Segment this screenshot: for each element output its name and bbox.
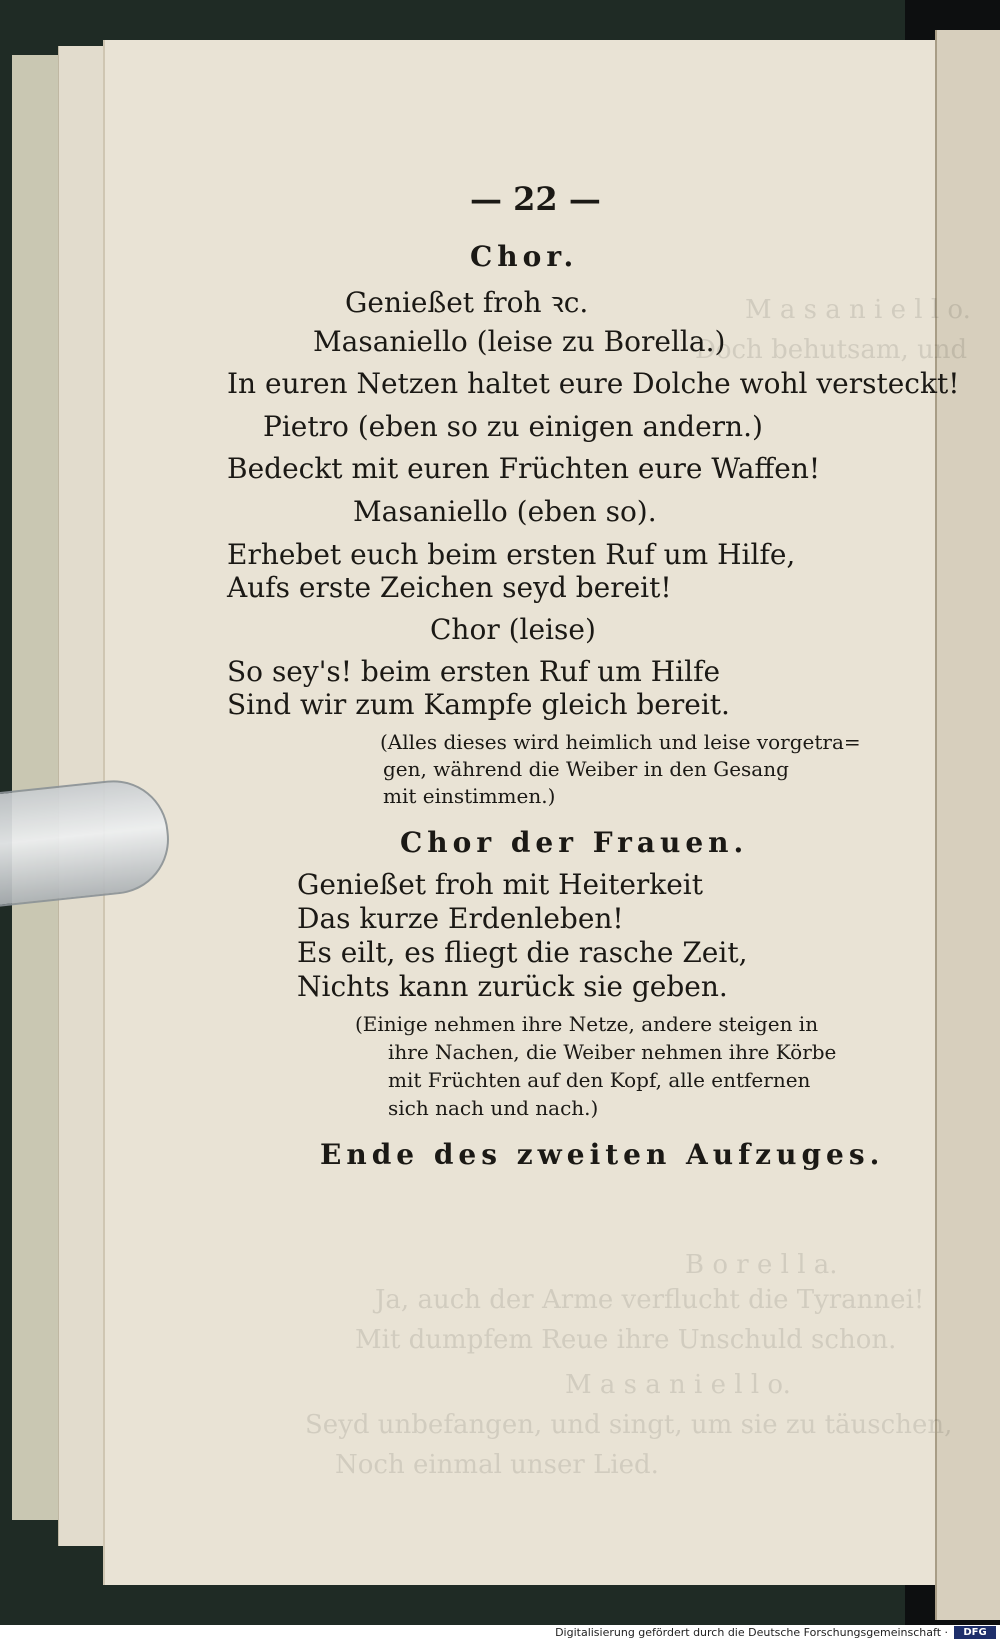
stage-direction: (Einige nehmen ihre Netze, andere steigen in bbox=[355, 1012, 819, 1036]
show-through-text: Mit dumpfem Reue ihre Unschuld schon. bbox=[355, 1325, 897, 1355]
text-line: Nichts kann zurück sie geben. bbox=[297, 970, 728, 1003]
book-page bbox=[105, 40, 971, 1585]
speaker-heading: Chor. bbox=[470, 240, 579, 273]
footer-credit: Digitalisierung gefördert durch die Deutsche Forschungsgemeinschaft · bbox=[555, 1626, 948, 1639]
text-line: In euren Netzen haltet eure Dolche wohl versteckt! bbox=[227, 367, 960, 400]
text-line: So sey's! beim ersten Ruf um Hilfe bbox=[227, 655, 721, 688]
show-through-text: M a s a n i e l l o. bbox=[745, 295, 971, 325]
stage-direction: ihre Nachen, die Weiber nehmen ihre Körbe bbox=[388, 1040, 837, 1064]
show-through-text: Ja, auch der Arme verflucht die Tyrannei! bbox=[375, 1285, 925, 1315]
speaker-line: Pietro (eben so zu einigen andern.) bbox=[263, 410, 763, 443]
speaker-line: Chor (leise) bbox=[430, 613, 596, 646]
text-line: Das kurze Erdenleben! bbox=[297, 902, 624, 935]
text-line: Bedeckt mit euren Früchten eure Waffen! bbox=[227, 452, 821, 485]
text-line: Es eilt, es fliegt die rasche Zeit, bbox=[297, 936, 748, 969]
text-line: Aufs erste Zeichen seyd bereit! bbox=[227, 571, 672, 604]
text-line: Genießet froh ꝛc. bbox=[345, 286, 589, 319]
stage-direction: mit Früchten auf den Kopf, alle entfernen bbox=[388, 1068, 811, 1092]
stage-direction: mit einstimmen.) bbox=[383, 784, 556, 808]
speaker-heading: Chor der Frauen. bbox=[400, 826, 749, 859]
text-line: Sind wir zum Kampfe gleich bereit. bbox=[227, 688, 730, 721]
stage-direction: (Alles dieses wird heimlich und leise vorgetra= bbox=[380, 730, 861, 754]
stage-direction: gen, während die Weiber in den Gesang bbox=[383, 757, 789, 781]
speaker-line: Masaniello (leise zu Borella.) bbox=[313, 325, 726, 358]
page-number: — 22 — bbox=[470, 180, 601, 218]
act-end-heading: Ende des zweiten Aufzuges. bbox=[320, 1138, 885, 1171]
show-through-text: Doch behutsam, und bbox=[695, 335, 968, 365]
show-through-text: Noch einmal unser Lied. bbox=[335, 1450, 659, 1480]
text-line: Genießet froh mit Heiterkeit bbox=[297, 868, 704, 901]
stage-direction: sich nach und nach.) bbox=[388, 1096, 599, 1120]
facing-page-edge bbox=[935, 30, 1000, 1620]
speaker-line: Masaniello (eben so). bbox=[353, 495, 657, 528]
text-line: Erhebet euch beim ersten Ruf um Hilfe, bbox=[227, 538, 796, 571]
show-through-text: Seyd unbefangen, und singt, um sie zu täuschen, bbox=[305, 1410, 953, 1440]
show-through-text: B o r e l l a. bbox=[685, 1250, 838, 1280]
show-through-text: M a s a n i e l l o. bbox=[565, 1370, 791, 1400]
digitization-footer bbox=[0, 1625, 1000, 1641]
dfg-logo: DFG bbox=[954, 1626, 996, 1639]
